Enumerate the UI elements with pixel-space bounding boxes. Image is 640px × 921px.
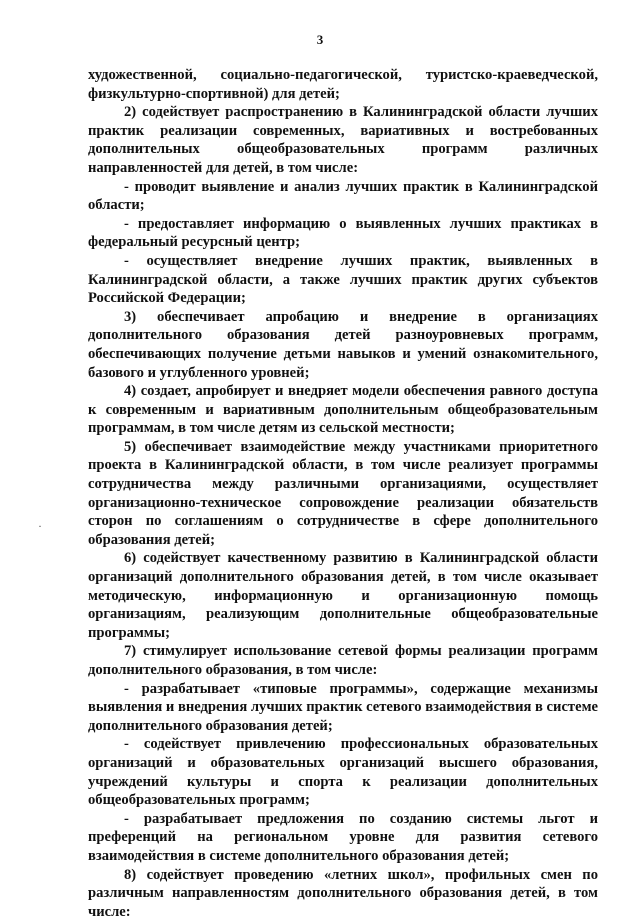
list-item-6: 6) содействует качественному развитию в Калининградской области организаций дополнительного образования детей, в том числе оказывает методическую, информационную и организационную помощь организациям, реализующим дополнительные общеобразовательные программы; [88, 550, 598, 641]
sub-item-provide-information: - предоставляет информацию о выявленных лучших практиках в федеральный ресурсный центр; [88, 215, 598, 251]
list-item-7: 7) стимулирует использование сетевой формы реализации программ дополнительного образования, в том числе: [88, 643, 598, 678]
sub-item-identify-practices: - проводит выявление и анализ лучших практик в Калининградской области; [88, 178, 598, 214]
sub-item-benefits-proposals: - разрабатывает предложения по созданию системы льгот и преференций на региональном уровне для развития сетевого взаимодействия в системе дополнительного образования детей; [88, 810, 598, 864]
paragraph-continuation: художественной, социально-педагогической, туристско-краеведческой, физкультурно-спортивной) для детей; [88, 67, 598, 102]
page-number: 3 [316, 32, 324, 47]
sub-item-typical-programs: - разрабатывает «типовые программы», содержащие механизмы выявления и внедрения лучших практик сетевого взаимодействия в системе дополнительного образования детей; [88, 680, 598, 734]
list-item-2: 2) содействует распространению в Калининградской области лучших практик реализации современных, вариативных и востребованных дополнительных общеобразовательных программ различных направленностей для детей, в том числе: [88, 104, 598, 176]
sub-item-attract-organizations: - содействует привлечению профессиональных образовательных организаций и образовательных организаций высшего образования, учреждений культуры и спорта к реализации дополнительных общеобразовательных программ; [88, 736, 598, 809]
document-body [88, 66, 598, 921]
list-item-8: 8) содействует проведению «летних школ», профильных смен по различным направленностям дополнительного образования детей, в том числе: [88, 866, 598, 920]
list-item-5: 5) обеспечивает взаимодействие между участниками приоритетного проекта в Калининградской области, в том числе реализует программы сотрудничества между различными организациями, осуществляет организационно-техническое сопровождение реализации обязательств сторон по соглашениям о сотрудничестве в сфере дополнительного образования детей; [88, 438, 598, 548]
sub-item-implement-practices: - осуществляет внедрение лучших практик, выявленных в Калининградской области, а также лучших практик других субъектов Российской Федерации; [88, 252, 598, 307]
list-item-3: 3) обеспечивает апробацию и внедрение в организациях дополнительного образования детей разноуровневых программ, обеспечивающих получение детьми навыков и умений ознакомительного, базового и углубленного уровней; [88, 308, 598, 381]
scan-mark: · [38, 519, 42, 533]
list-item-4: 4) создает, апробирует и внедряет модели обеспечения равного доступа к современным и вариативным дополнительным общеобразовательным программам, в том числе детям из сельской местности; [88, 383, 598, 437]
